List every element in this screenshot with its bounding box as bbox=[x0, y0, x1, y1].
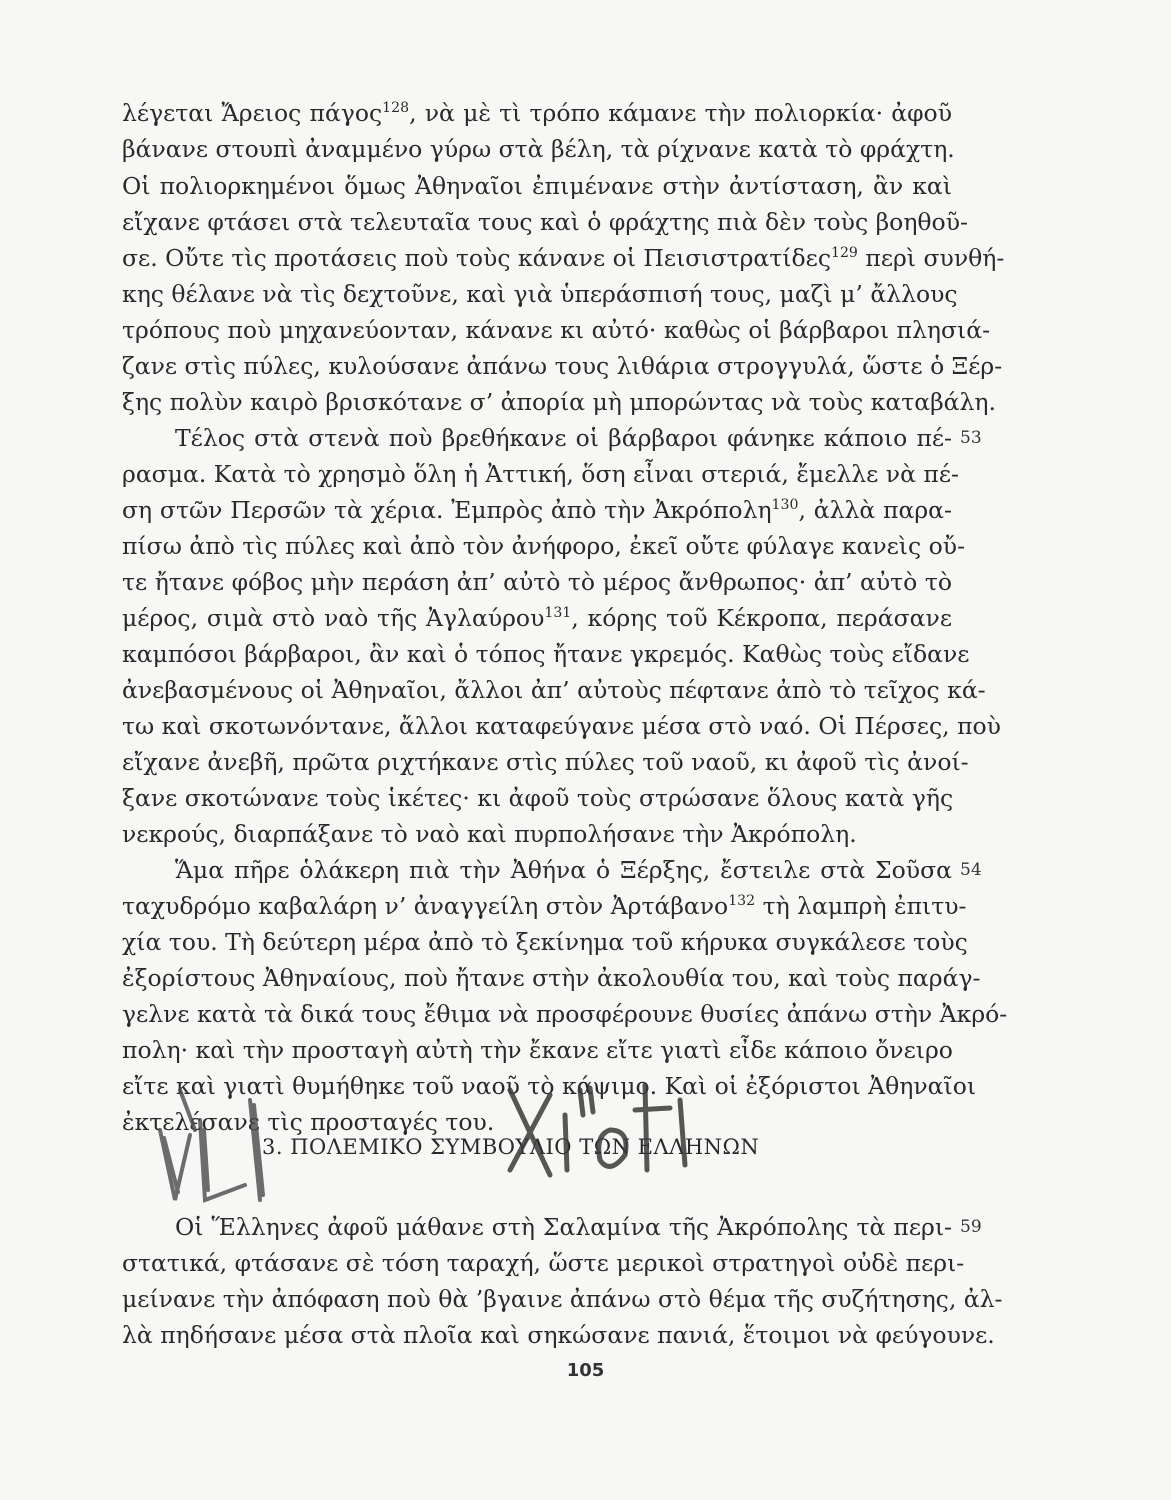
section-heading: 3. ΠΟΛΕΜΙΚΟ ΣΥΜΒΟΥΛΙΟ ΤΩΝ ΕΛΛΗΝΩΝ bbox=[262, 1135, 760, 1159]
page-number: 105 bbox=[566, 1360, 605, 1381]
text-line: λέγεται Ἄρειος πάγος$^{128}$, νὰ μὲ τὶ τρόπο κάμανε τὴν πολιορκία· ἀφοῦ bbox=[122, 99, 952, 127]
text-line: ρασμα. Κατὰ τὸ χρησμὸ ὅλη ἡ Ἀττική, ὅση εἶναι στεριά, ἔμελλε νὰ πέ- bbox=[122, 460, 959, 488]
text-line: μείνανε τὴν ἀπόφαση ποὺ θὰ ’βγαινε ἀπάνω στὸ θέμα τῆς συζήτησης, ἀλ- bbox=[122, 1285, 1003, 1313]
text-line: τε ἤτανε φόβος μὴν περάση ἀπ’ αὐτὸ τὸ μέρος ἄνθρωπος· ἀπ’ αὐτὸ τὸ bbox=[122, 568, 952, 596]
paragraph-start-line: Τέλος στὰ στενὰ ποὺ βρεθήκανε οἱ βάρβαροι φάνηκε κάποιο πέ- bbox=[175, 424, 952, 452]
paragraph-start-line: Ἅμα πῆρε ὁλάκερη πιὰ τὴν Ἀθήνα ὁ Ξέρξης, ἔστειλε στὰ Σοῦσα bbox=[175, 856, 952, 884]
text-line: λὰ πηδήσανε μέσα στὰ πλοῖα καὶ σηκώσανε πανιά, ἕτοιμοι νὰ φεύγουνε. bbox=[122, 1321, 995, 1349]
text-line: ἐξορίστους Ἀθηναίους, ποὺ ἤτανε στὴν ἀκολουθία του, καὶ τοὺς παράγ- bbox=[122, 964, 981, 992]
text-line: τω καὶ σκοτωνόντανε, ἄλλοι καταφεύγανε μέσα στὸ ναό. Οἱ Πέρσες, ποὺ bbox=[122, 712, 1001, 740]
text-line: κης θέλανε νὰ τὶς δεχτοῦνε, καὶ γιὰ ὑπεράσπισή τους, μαζὶ μ’ ἄλλους bbox=[122, 280, 958, 308]
text-line: ξης πολὺν καιρὸ βρισκότανε σ’ ἀπορία μὴ μπορώντας νὰ τοὺς καταβάλη. bbox=[122, 388, 996, 416]
text-line: ση στῶν Περσῶν τὰ χέρια. Ἐμπρὸς ἀπὸ τὴν Ἀκρόπολη$^{130}$, ἀλλὰ παρα- bbox=[122, 496, 952, 524]
text-line: πολη· καὶ τὴν προσταγὴ αὐτὴ τὴν ἔκανε εἴτε γιατὶ εἶδε κάποιο ὄνειρο bbox=[122, 1036, 953, 1064]
text-line: ἐκτελέσανε τὶς προσταγές του. bbox=[122, 1108, 495, 1136]
text-line: εἴχανε ἀνεβῆ, πρῶτα ριχτήκανε στὶς πύλες τοῦ ναοῦ, κι ἀφοῦ τὶς ἀνοί- bbox=[122, 748, 969, 776]
text-line: Οἱ πολιορκημένοι ὅμως Ἀθηναῖοι ἐπιμένανε στὴν ἀντίσταση, ἂν καὶ bbox=[122, 172, 952, 200]
text-line: στατικά, φτάσανε σὲ τόση ταραχή, ὥστε μερικοὶ στρατηγοὶ οὐδὲ περι- bbox=[122, 1249, 965, 1277]
margin-section-number: 59 bbox=[960, 1217, 982, 1237]
text-line: σε. Οὔτε τὶς προτάσεις ποὺ τοὺς κάνανε οἱ Πεισιστρατίδες$^{129}$ περὶ συνθή- bbox=[122, 244, 1005, 272]
paragraph-start-line: Οἱ Ἕλληνες ἀφοῦ μάθανε στὴ Σαλαμίνα τῆς Ἀκρόπολης τὰ περι- bbox=[175, 1213, 952, 1241]
text-line: ζανε στὶς πύλες, κυλούσανε ἀπάνω τους λιθάρια στρογγυλά, ὥστε ὁ Ξέρ- bbox=[122, 352, 1003, 380]
text-line: καμπόσοι βάρβαροι, ἂν καὶ ὁ τόπος ἤτανε γκρεμός. Καθὼς τοὺς εἴδανε bbox=[122, 640, 970, 668]
text-line: χία του. Τὴ δεύτερη μέρα ἀπὸ τὸ ξεκίνημα τοῦ κήρυκα συγκάλεσε τοὺς bbox=[122, 928, 968, 956]
text-line: τρόπους ποὺ μηχανεύονταν, κάνανε κι αὐτό· καθὼς οἱ βάρβαροι πλησιά- bbox=[122, 316, 991, 344]
text-line: βάνανε στουπὶ ἀναμμένο γύρω στὰ βέλη, τὰ ρίχνανε κατὰ τὸ φράχτη. bbox=[122, 135, 955, 163]
text-line: γελνε κατὰ τὰ δικά τους ἔθιμα νὰ προσφέρουνε θυσίες ἀπάνω στὴν Ἀκρό- bbox=[122, 1000, 1008, 1028]
text-line: εἴχανε φτάσει στὰ τελευταῖα τους καὶ ὁ φράχτης πιὰ δὲν τοὺς βοηθοῦ- bbox=[122, 208, 968, 236]
text-line: ἀνεβασμένους οἱ Ἀθηναῖοι, ἄλλοι ἀπ’ αὐτοὺς πέφτανε ἀπὸ τὸ τεῖχος κά- bbox=[122, 676, 986, 704]
text-line: εἴτε καὶ γιατὶ θυμήθηκε τοῦ ναοῦ τὸ κάψιμο. Καὶ οἱ ἐξόριστοι Ἀθηναῖοι bbox=[122, 1072, 977, 1100]
margin-section-number: 53 bbox=[960, 428, 982, 448]
text-line: ξανε σκοτώνανε τοὺς ἱκέτες· κι ἀφοῦ τοὺς στρώσανε ὅλους κατὰ γῆς bbox=[122, 784, 954, 812]
text-line: πίσω ἀπὸ τὶς πύλες καὶ ἀπὸ τὸν ἀνήφορο, ἐκεῖ οὔτε φύλαγε κανεὶς οὔ- bbox=[122, 532, 966, 560]
margin-section-number: 54 bbox=[960, 860, 982, 880]
text-line: μέρος, σιμὰ στὸ ναὸ τῆς Ἀγλαύρου$^{131}$, κόρης τοῦ Κέκροπα, περάσανε bbox=[122, 604, 952, 632]
text-line: ταχυδρόμο καβαλάρη ν’ ἀναγγείλη στὸν Ἀρτάβανο$^{132}$ τὴ λαμπρὴ ἐπιτυ- bbox=[122, 892, 967, 920]
text-line: νεκρούς, διαρπάξανε τὸ ναὸ καὶ πυρπολήσανε τὴν Ἀκρόπολη. bbox=[122, 820, 857, 848]
